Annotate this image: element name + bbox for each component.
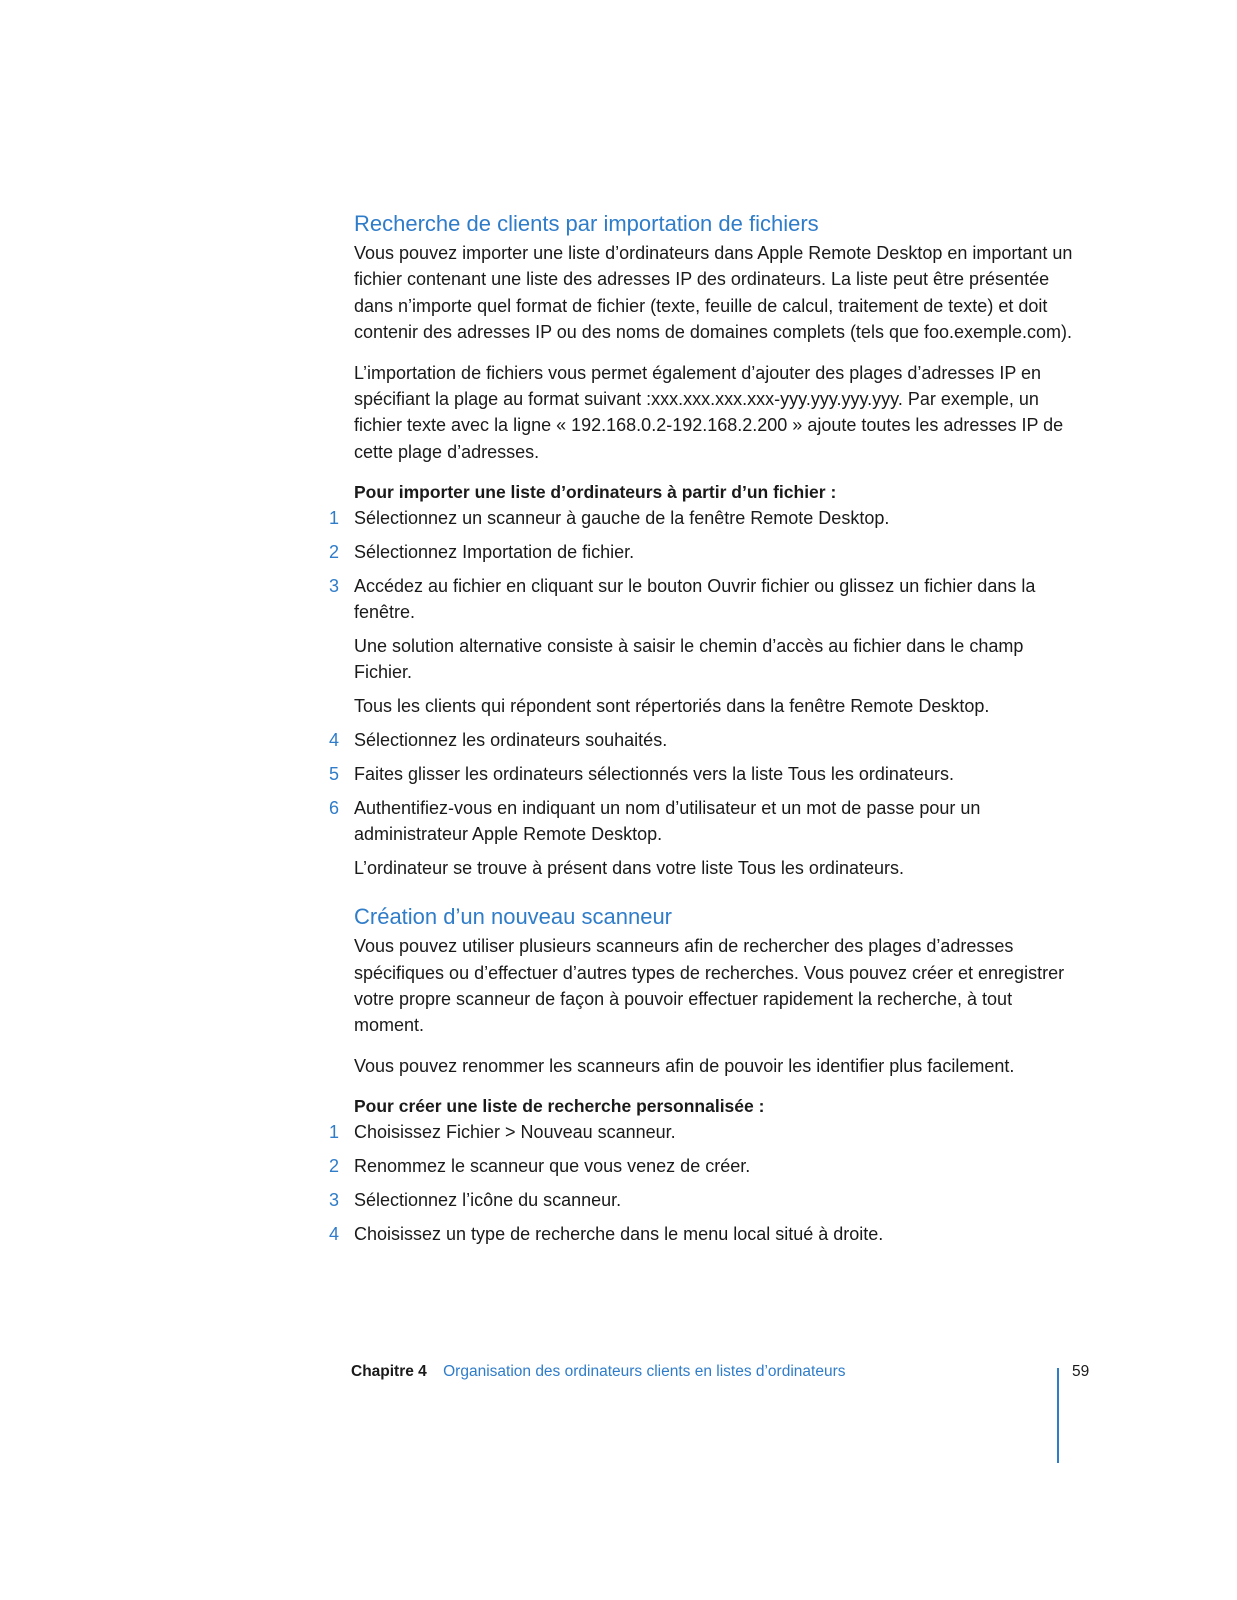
step-number: 4 — [329, 1224, 340, 1245]
list-item — [329, 573, 1084, 625]
paragraph: Vous pouvez utiliser plusieurs scanneurs afin de rechercher des plages d’adresses spécifiques ou d’effectuer d’autres types de recherches. Vous pouvez créer et enregistrer votre propre scanneur de façon à pouvoir effectuer rapidement la recherche, à tout moment. — [354, 936, 1065, 1036]
step-number: 4 — [329, 730, 340, 751]
step-text: Sélectionnez un scanneur à gauche de la fenêtre Remote Desktop. — [354, 508, 890, 529]
step-text: Sélectionnez les ordinateurs souhaités. — [354, 730, 668, 751]
page-number: 59 — [1072, 1363, 1090, 1380]
step-number: 1 — [329, 1122, 340, 1143]
step-text: Sélectionnez l’icône du scanneur. — [354, 1190, 622, 1211]
step-note: Une solution alternative consiste à saisir le chemin d’accès au fichier dans le champ Fichier. — [354, 636, 1024, 683]
steps-list-new-scanner — [329, 1119, 1084, 1247]
step-number: 3 — [329, 1190, 340, 1211]
steps-list-import-continued — [329, 727, 1084, 847]
list-item — [329, 1119, 1084, 1145]
chapter-label: Chapitre 4 — [351, 1363, 427, 1380]
list-item — [329, 1153, 1084, 1179]
list-item — [329, 761, 1084, 787]
step-note: Tous les clients qui répondent sont répertoriés dans la fenêtre Remote Desktop. — [354, 696, 990, 717]
paragraph: Vous pouvez renommer les scanneurs afin de pouvoir les identifier plus facilement. — [354, 1055, 1015, 1076]
step-text: Choisissez un type de recherche dans le menu local situé à droite. — [354, 1224, 884, 1245]
step-text: Choisissez Fichier > Nouveau scanneur. — [354, 1122, 676, 1143]
step-number: 6 — [329, 798, 340, 819]
page-footer — [351, 1362, 845, 1382]
step-note: L’ordinateur se trouve à présent dans votre liste Tous les ordinateurs. — [354, 858, 904, 879]
section-heading-import: Recherche de clients par importation de fichiers — [354, 211, 819, 236]
steps-list-import — [329, 505, 1084, 625]
page-content — [329, 210, 1084, 1255]
step-number: 2 — [329, 1156, 340, 1177]
list-item — [329, 1187, 1084, 1213]
step-text: Renommez le scanneur que vous venez de créer. — [354, 1156, 751, 1177]
step-text: Faites glisser les ordinateurs sélectionnés vers la liste Tous les ordinateurs. — [354, 764, 954, 785]
step-number: 2 — [329, 542, 340, 563]
step-number: 5 — [329, 764, 340, 785]
footer-divider — [1057, 1368, 1059, 1463]
paragraph: L’importation de fichiers vous permet également d’ajouter des plages d’adresses IP en spécifiant la plage au format suivant :xxx.xxx.xxx.xxx-yyy.yyy.yyy.yyy. Par exemple, un fichier texte avec la ligne « 192.168.0.2-192.168.2.200 » ajoute toutes les adresses IP de cette plage d’adresses. — [354, 362, 1064, 462]
step-number: 3 — [329, 576, 340, 597]
procedure-title: Pour importer une liste d’ordinateurs à partir d’un fichier : — [354, 482, 837, 503]
chapter-title: Organisation des ordinateurs clients en listes d’ordinateurs — [443, 1363, 846, 1380]
list-item — [329, 1221, 1084, 1247]
list-item — [329, 727, 1084, 753]
section-heading-new-scanner: Création d’un nouveau scanneur — [354, 904, 673, 930]
list-item — [329, 505, 1084, 531]
list-item — [329, 795, 1084, 847]
paragraph: Vous pouvez importer une liste d’ordinateurs dans Apple Remote Desktop en important un fichier contenant une liste des adresses IP des ordinateurs. La liste peut être présentée dans n’importe quel format de fichier (texte, feuille de calcul, traitement de texte) et doit contenir des adresses IP ou des noms de domaines complets (tels que foo.exemple.com). — [354, 243, 1073, 343]
step-text: Accédez au fichier en cliquant sur le bouton Ouvrir fichier ou glissez un fichier dans la fenêtre. — [354, 576, 1036, 623]
step-text: Authentifiez-vous en indiquant un nom d’utilisateur et un mot de passe pour un administrateur Apple Remote Desktop. — [354, 798, 981, 845]
list-item — [329, 539, 1084, 565]
step-number: 1 — [329, 508, 340, 529]
step-text: Sélectionnez Importation de fichier. — [354, 542, 635, 563]
procedure-title: Pour créer une liste de recherche personnalisée : — [354, 1096, 765, 1117]
